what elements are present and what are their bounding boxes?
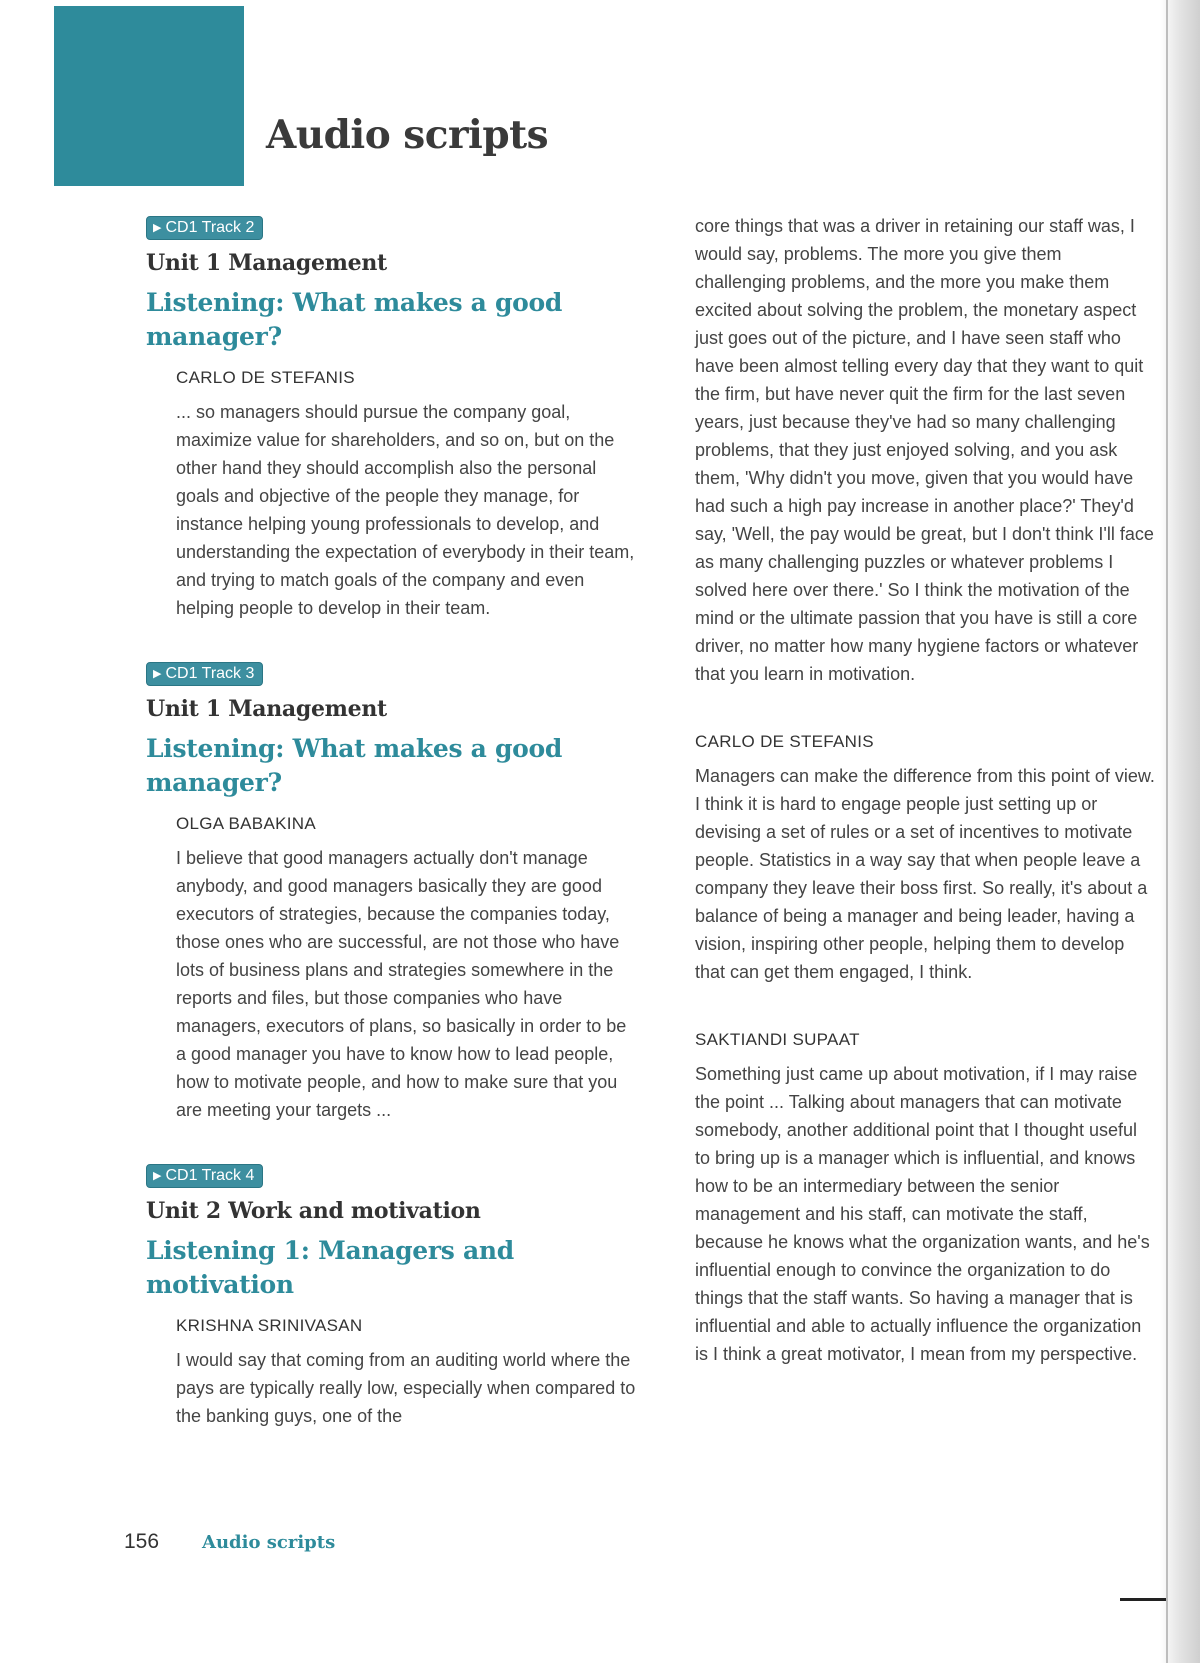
play-icon: ▶ [153, 222, 162, 234]
page-number: 156 [124, 1530, 160, 1553]
audio-section-track-4 [146, 1164, 636, 1430]
speaker-block [695, 1030, 1165, 1368]
script-text: I believe that good managers actually don't manage anybody, and good managers basically they are good executors of strategies, because the companies today, those ones who are successful, are not those who have lots of business plans and strategies somewhere in the reports and files, but those companies who have managers, executors of plans, so basically in order to be a good manager you have to know how to lead people, how to motivate people, and how to make sure that you are meeting your targets ... [176, 848, 627, 1120]
unit-title: Unit 1 Management [146, 250, 387, 276]
listening-label: Listening: [146, 734, 285, 763]
track-label: CD1 Track 4 [165, 1167, 255, 1184]
script-text: Managers can make the difference from this point of view. I think it is hard to engage people just setting up or devising a set of rules or a set of incentives to motivate people. Statistics in a way say that when people leave a company they leave their boss first. So really, it's about a balance of being a manager and being leader, having a vision, inspiring other people, helping them to develop that can get them engaged, I think. [695, 766, 1155, 982]
unit-title: Unit 1 Management [146, 696, 387, 722]
page-title: Audio scripts [266, 112, 549, 158]
script-text-continued: core things that was a driver in retaining our staff was, I would say, problems. The more you give them challenging problems, and the more you make them excited about solving the problem, the monetary aspect just goes out of the picture, and I have seen staff who have been almost telling every day that they want to quit the firm, but have never quit the firm for the last seven years, just because they've had so many challenging problems, that they just enjoyed solving, and you ask them, 'Why didn't you move, given that you would have had such a high pay increase in another place?' They'd say, 'Well, the pay would be great, but I don't think I'll face as many challenging puzzles or whatever problems I solved here over there.' So I think the motivation of the mind or the ultimate passion that you have is still a core driver, no matter how many hygiene factors or whatever that you learn in motivation. [695, 216, 1154, 684]
script-text: Something just came up about motivation, if I may raise the point ... Talking about managers that can motivate somebody, another additional point that I thought useful to bring up is a manager which is influential, and knows how to be an intermediary between the senior management and his staff, can motivate the staff, because he knows what the organization wants, and he's influential enough to convince the organization to do things that the staff wants. So having a manager that is influential and able to actually influence the organization is I think a great motivator, I mean from my perspective. [695, 1064, 1150, 1364]
track-badge[interactable] [146, 662, 263, 686]
speaker-name: SAKTIANDI SUPAAT [695, 1030, 860, 1049]
speaker-name: CARLO DE STEFANIS [695, 732, 874, 751]
play-icon: ▶ [153, 1170, 162, 1182]
listening-topic: What makes a good manager? [146, 288, 563, 351]
audio-section-track-3 [146, 662, 636, 1124]
page-edge [1166, 0, 1168, 1663]
page-edge-mark [1120, 1598, 1166, 1601]
speaker-name: KRISHNA SRINIVASAN [176, 1316, 363, 1335]
script-text: I would say that coming from an auditing world where the pays are typically really low, especially when compared to the banking guys, one of the [176, 1350, 636, 1426]
listening-topic: What makes a good manager? [146, 734, 563, 797]
track-label: CD1 Track 2 [165, 219, 255, 236]
track-label: CD1 Track 3 [165, 665, 255, 682]
script-text: ... so managers should pursue the company goal, maximize value for shareholders, and so on, but on the other hand they should accomplish also the personal goals and objective of the people they manage, for instance helping young professionals to develop, and understanding the expectation of everybody in their team, and trying to match goals of the company and even helping people to develop in their team. [176, 402, 635, 618]
listening-topic: Managers and motivation [146, 1236, 514, 1299]
speaker-name: OLGA BABAKINA [176, 814, 316, 833]
title-color-block [54, 6, 244, 186]
listening-label: Listening: [146, 288, 285, 317]
audio-section-track-2 [146, 216, 636, 622]
listening-title [146, 286, 576, 354]
listening-label: Listening 1: [146, 1236, 310, 1265]
page-footer [124, 1530, 336, 1554]
continued-script [695, 212, 1165, 688]
track-badge[interactable] [146, 1164, 263, 1188]
right-column [695, 212, 1165, 1412]
unit-title: Unit 2 Work and motivation [146, 1198, 481, 1224]
speaker-block [695, 732, 1165, 986]
footer-section-title: Audio scripts [202, 1532, 336, 1553]
left-column [146, 216, 636, 1470]
track-badge[interactable] [146, 216, 263, 240]
play-icon: ▶ [153, 668, 162, 680]
listening-title [146, 732, 576, 800]
listening-title [146, 1234, 626, 1302]
speaker-name: CARLO DE STEFANIS [176, 368, 355, 387]
